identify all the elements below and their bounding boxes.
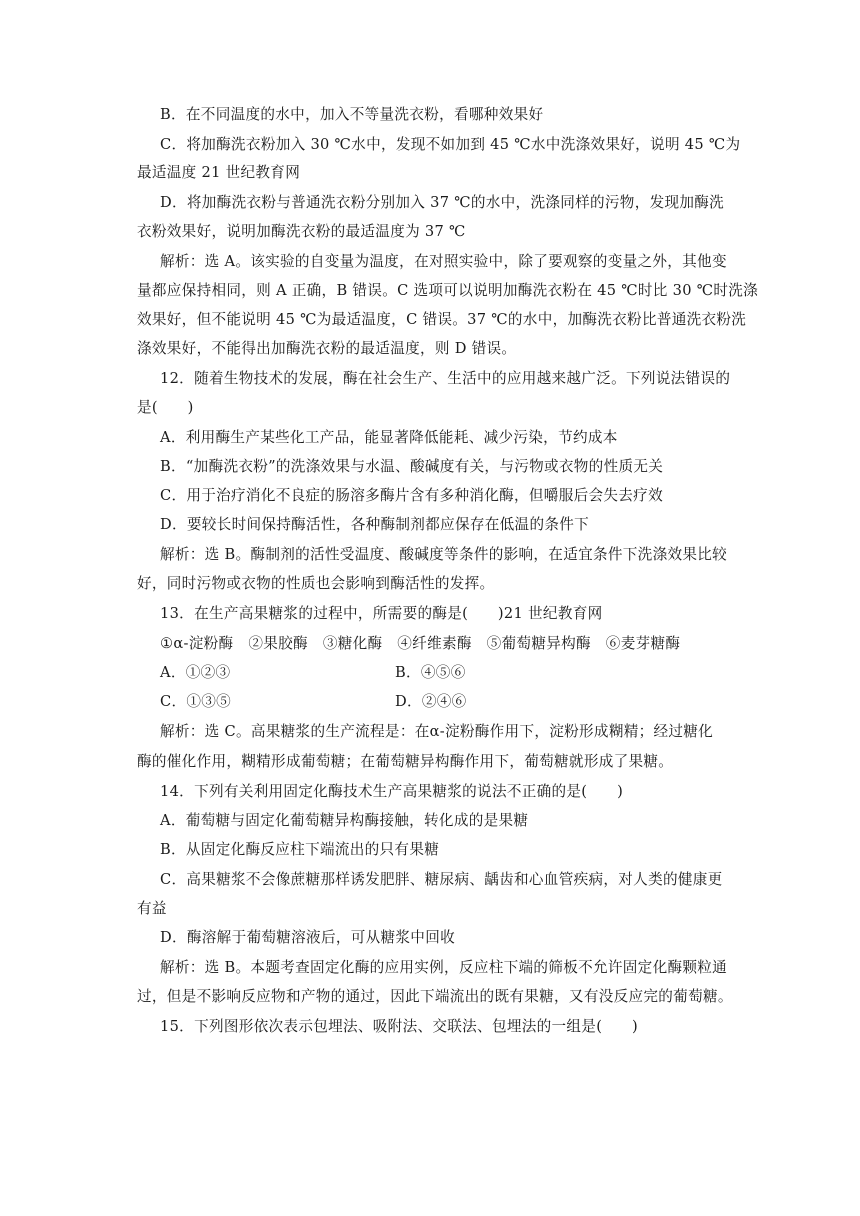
q14-option-d: D．酶溶解于葡萄糖溶液后，可从糖浆中回收 [160,929,455,946]
q11-analysis-line4: 涤效果好，不能得出加酶洗衣粉的最适温度，则 D 错误。 [137,340,517,357]
q14-option-c: C．高果糖浆不会像蔗糖那样诱发肥胖、糖尿病、龋齿和心血管疾病，对人类的健康更 [160,871,723,888]
q12-option-a: A．利用酶生产某些化工产品，能显著降低能耗、减少污染，节约成本 [160,429,618,446]
q13-option-a: A．①②③ [160,664,231,681]
q14-option-a: A．葡萄糖与固定化葡萄糖异构酶接触，转化成的是果糖 [160,812,529,829]
q12-analysis-line2: 好，同时污物或衣物的性质也会影响到酶活性的发挥。 [137,575,495,592]
q14-stem: 14．下列有关利用固定化酶技术生产高果糖浆的说法不正确的是( ) [160,783,624,800]
q15-stem: 15．下列图形依次表示包埋法、吸附法、交联法、包埋法的一组是( ) [160,1018,638,1035]
q11-option-d-cont: 衣粉效果好，说明加酶洗衣粉的最适温度为 37 ℃ [137,223,466,240]
q11-analysis-line2: 量都应保持相同，则 A 正确，B 错误。C 选项可以说明加酶洗衣粉在 45 ℃时比 30 ℃时洗涤 [137,282,759,299]
q13-option-c: C．①③⑤ [160,693,232,710]
q13-option-b: B．④⑤⑥ [395,664,466,681]
q14-analysis-line2: 过，但是不影响反应物和产物的通过，因此下端流出的既有果糖，又有没反应完的葡萄糖。 [137,988,733,1005]
q14-option-b: B．从固定化酶反应柱下端流出的只有果糖 [160,841,440,858]
q12-option-d: D．要较长时间保持酶活性，各种酶制剂都应保存在低温的条件下 [160,516,590,533]
q11-analysis-line3: 效果好，但不能说明 45 ℃为最适温度，C 错误。37 ℃的水中，加酶洗衣粉比普通洗衣粉洗 [137,311,747,328]
q11-option-c: C．将加酶洗衣粉加入 30 ℃水中，发现不如加到 45 ℃水中洗涤效果好，说明 45 ℃为 [160,136,741,153]
q12-stem: 12．随着生物技术的发展，酶在社会生产、生活中的应用越来越广泛。下列说法错误的 [160,370,731,387]
q11-option-c-cont: 最适温度 21 世纪教育网 [137,164,301,181]
q11-option-b: B．在不同温度的水中，加入不等量洗衣粉，看哪种效果好 [160,106,544,123]
q13-analysis-line2: 酶的催化作用，糊精形成葡萄糖；在葡萄糖异构酶作用下，葡萄糖就形成了果糖。 [137,753,674,770]
q12-analysis: 解析：选 B。酶制剂的活性受温度、酸碱度等条件的影响，在适宜条件下洗涤效果比较 [160,546,728,563]
q14-analysis: 解析：选 B。本题考查固定化酶的应用实例，反应柱下端的筛板不允许固定化酶颗粒通 [160,959,728,976]
q12-option-b: B．“加酶洗衣粉”的洗涤效果与水温、酸碱度有关，与污物或衣物的性质无关 [160,458,664,475]
q12-stem-cont: 是( ) [137,399,194,416]
q11-option-d: D．将加酶洗衣粉与普通洗衣粉分别加入 37 ℃的水中，洗涤同样的污物，发现加酶洗 [160,194,725,211]
q13-analysis: 解析：选 C。高果糖浆的生产流程是：在α-淀粉酶作用下，淀粉形成糊精；经过糖化 [160,723,714,740]
q11-analysis: 解析：选 A。该实验的自变量为温度，在对照实验中，除了要观察的变量之外，其他变 [160,253,727,270]
q13-stem: 13．在生产高果糖浆的过程中，所需要的酶是( )21 世纪教育网 [160,605,603,622]
q14-option-c-cont: 有益 [137,900,167,917]
q13-option-d: D．②④⑥ [395,693,467,710]
q12-option-c: C．用于治疗消化不良症的肠溶多酶片含有多种消化酶，但嚼服后会失去疗效 [160,487,663,504]
q13-items: ①α-淀粉酶 ②果胶酶 ③糖化酶 ④纤维素酶 ⑤葡萄糖异构酶 ⑥麦芽糖酶 [160,635,681,652]
